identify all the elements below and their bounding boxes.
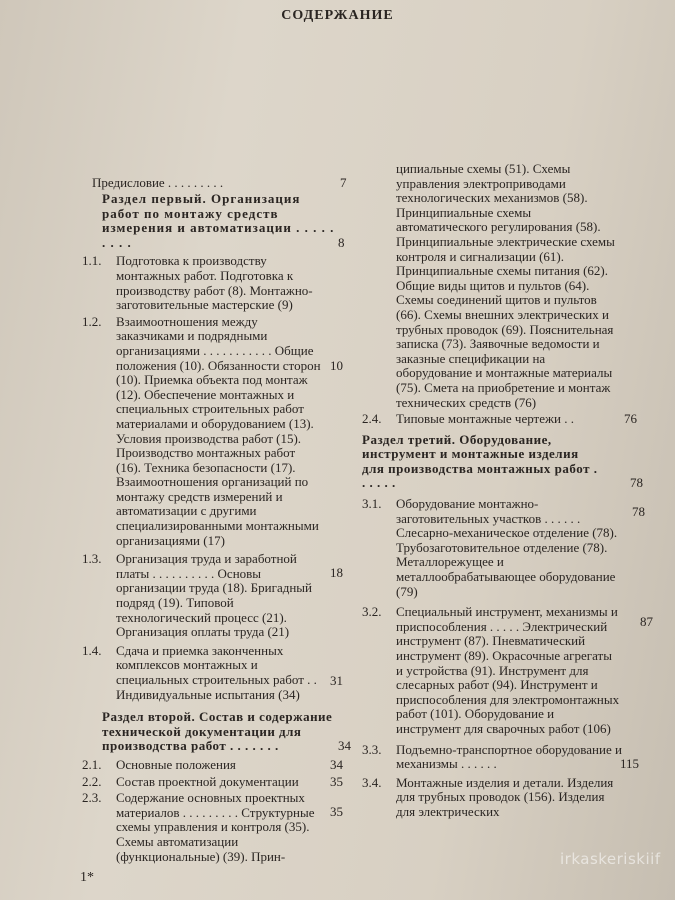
signature-mark: 1* xyxy=(80,870,94,885)
toc-entry-2-3: 2.3. Содержание основных проектных материалов . . . . . . . . . Структурные схемы управления и контроля (35). Схемы автоматизации (функциональные) (39). Прин- 35 xyxy=(82,790,343,864)
toc-entry-3-4: 3.4. Монтажные изделия и детали. Изделия для трубных проводок (156). Изделия для электрических xyxy=(362,774,614,819)
toc-entry-1-3: 1.3. Организация труда и заработной платы . . . . . . . . . . Основы организации труда (18). Бригадный подряд (19). Типовой технологический процесс (21). Организация оплаты труда (21) 18 xyxy=(82,551,343,640)
section-heading-2: Раздел второй. Состав и содержание технической документации для производства работ . . . . . . . 34 xyxy=(102,709,351,754)
section-heading-3: Раздел третий. Оборудование, инструмент и монтажные изделия для производства монтажных работ . . . . . . 78 xyxy=(362,431,643,491)
toc-right-column xyxy=(362,162,654,820)
toc-continuation: ципиальные схемы (51). Схемы управления электроприводами технологических механизмов (58). Принципиальные схемы автоматического регулирования (58). Принципиальные электрические схемы контроля и сигнализации (61). Принципиальные схемы питания (62). Общие виды щитов и пультов (64). Схемы соединений щитов и пультов (66). Схемы внешних электрических и трубных проводок (69). Пояснительная записка (73). Заявочные ведомости и заказные спецификации на оборудование и монтажные материалы (75). Смета на приобретение и монтаж технических средств (76) xyxy=(396,161,615,410)
toc-entry-3-2: 3.2. Специальный инструмент, механизмы и приспособления . . . . . Электрический инструмент (87). Пневматический инструмент (89). Окрасочные агрегаты и устройства (91). Инструмент для слесарных работ (94). Инструмент и приспособления для электромонтажных работ (101). Оборудование и инструмент для сварочных работ (106) 87 xyxy=(362,604,653,736)
toc-entry-3-1: 3.1. Оборудование монтажно-заготовительных участков . . . . . . Слесарно-механическое отделение (78). Трубозаготовительное отделение (78). Металлорежущее и металлообрабатывающее оборудование (79) 78 xyxy=(362,496,645,599)
section-heading-1: Раздел первый. Организация работ по монтажу средств измерения и автоматизации . . . . . . . . . 8 xyxy=(102,191,345,250)
watermark: irkaskeriskiif xyxy=(560,850,661,868)
toc-entry-preface: Предисловие . . . . . . . . . 7 xyxy=(92,175,347,190)
toc-entry-2-2: 2.2. Состав проектной документации 35 xyxy=(82,773,343,789)
toc-entry-2-1: 2.1. Основные положения 34 xyxy=(82,756,343,772)
toc-entry-1-1: 1.1. Подготовка к производству монтажных работ. Подготовка к производству работ (8). Монтажно-заготовительные мастерские (9) xyxy=(82,253,313,313)
toc-left-column xyxy=(82,176,354,864)
toc-entry-2-4: 2.4. Типовые монтажные чертежи . . 76 xyxy=(362,411,637,427)
page-title: СОДЕРЖАНИЕ xyxy=(281,8,394,23)
toc-entry-1-2: 1.2. Взаимоотношения между заказчиками и подрядными организациями . . . . . . . . . . . Общие положения (10). Обязанности сторон (10). Приемка объекта под монтаж (12). Обеспечение монтажных и специальных строительных работ материалами и оборудованием (13). Условия производства работ (15). Производство монтажных работ (16). Техника безопасности (17). Взаимоотношения организаций по монтажу средств измерений и автоматизации с другими специализированными монтажными организациями (17) 10 xyxy=(82,313,343,548)
toc-entry-1-4: 1.4. Сдача и приемка законченных комплексов монтажных и специальных строительных работ . . Индивидуальные испытания (34) 31 xyxy=(82,642,343,702)
toc-entry-3-3: 3.3. Подъемно-транспортное оборудование и механизмы . . . . . . 115 xyxy=(362,741,640,772)
